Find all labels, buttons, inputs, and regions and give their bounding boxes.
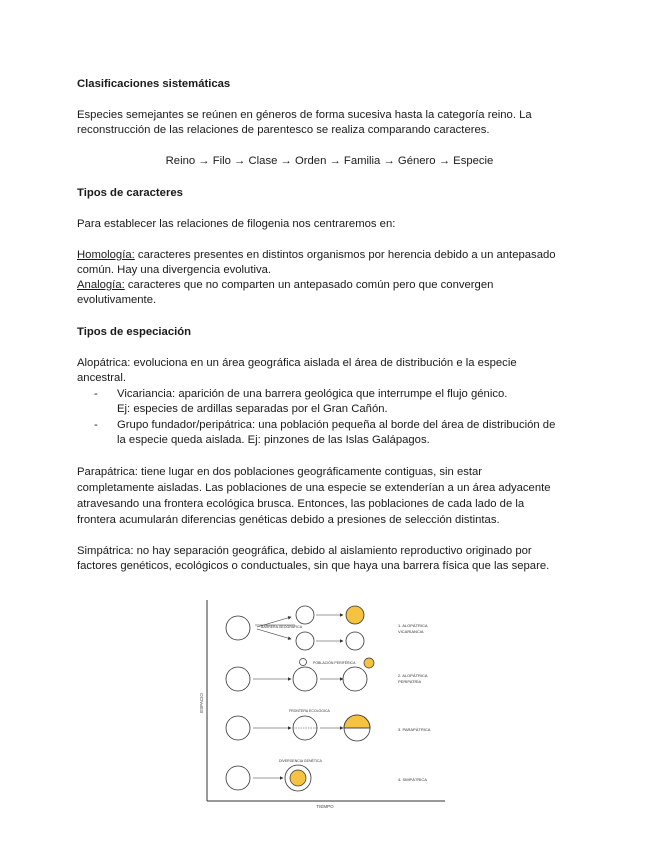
vicariancia-line-2: Ej: especies de ardillas separadas por el Gran Cañón. [117, 403, 388, 415]
vicariancia-line-1: Vicariancia: aparición de una barrera geológica que interrumpe el flujo génico. [117, 388, 508, 400]
section-heading-especiacion: Tipos de especiación [77, 326, 192, 338]
section-heading-caracteres: Tipos de caracteres [77, 187, 183, 199]
fundador-line-2: la especie queda aislada. Ej: pinzones de las Islas Galápagos. [117, 434, 430, 446]
row-label-line-1: 1. ALOPÁTRICA [398, 623, 428, 628]
row-inner-label: FRONTERA ECOLÓGICA [289, 709, 330, 713]
simpatrica-line-2: factores genéticos, ecológicos o conductuales, sin que haya una barrera física que las separe. [77, 560, 550, 572]
parapatrica-line-2: completamente aisladas. Las poblaciones de una especie se extenderían a un área adyacente [77, 482, 551, 494]
row-parapatrica [226, 708, 431, 741]
speciation-diagram [195, 595, 455, 810]
list-dash: - [94, 419, 98, 431]
row-label-line-1: 4. SIMPÁTRICA [398, 777, 427, 782]
homologia-definition: caracteres presentes en distintos organismos por herencia debido a un antepasado [134, 249, 556, 261]
analogia-definition: caracteres que no comparten un antepasado común pero que convergen [124, 279, 494, 291]
intro-line-2: reconstrucción de las relaciones de parentesco se realiza comparando caracteres. [77, 124, 490, 136]
row-label-line-2: VICARIANCIA [398, 629, 424, 634]
row-label-line-1: 2. ALOPÁTRICA [398, 673, 428, 678]
peripheral-population [300, 659, 307, 666]
caracteres-intro: Para establecer las relaciones de filogenia nos centraremos en: [77, 218, 396, 230]
x-axis-label: TIEMPO [316, 804, 334, 809]
ancestral-population [226, 616, 250, 640]
intro-line-1: Especies semejantes se reúnen en géneros de forma sucesiva hasta la categoría reino. La [77, 109, 532, 121]
population [346, 632, 364, 650]
taxonomy-hierarchy: Reino → Filo → Clase → Orden → Familia → Género → Especie [165, 155, 494, 167]
new-species-population [346, 606, 364, 624]
list-dash: - [94, 388, 98, 400]
arrow [257, 629, 291, 639]
analogia-term: Analogía: [77, 279, 125, 291]
population [343, 667, 367, 691]
row-label-line-2: PERIPATRÍA [398, 679, 422, 684]
parapatrica-line-1: Parapátrica: tiene lugar en dos poblaciones geográficamente contiguas, sin estar [77, 466, 483, 478]
population [293, 667, 317, 691]
alopatrica-line-1: Alopátrica: evoluciona en un área geográfica aislada el área de distribución e la especie [77, 357, 517, 369]
row-inner-label: BARRERA GEOGRÁFICA [261, 625, 303, 629]
parapatrica-line-4: frontera acumularán diferencias genéticas debido a presiones de selección distintas. [77, 514, 500, 526]
new-species-population [344, 715, 370, 728]
analogia-line-2: evolutivamente. [77, 294, 157, 306]
fundador-line-1: Grupo fundador/peripátrica: una población pequeña al borde del área de distribución de [117, 419, 556, 431]
row-vicariancia [226, 606, 428, 650]
row-label-line-1: 3. PARAPÁTRICA [398, 727, 431, 732]
homologia-line-1 [77, 248, 582, 263]
y-axis-label: ESPACIO [199, 693, 204, 713]
row-peripatrica [226, 658, 428, 691]
homologia-term: Homología: [77, 249, 135, 261]
population [296, 606, 314, 624]
ancestral-population [226, 667, 250, 691]
population [296, 632, 314, 650]
row-inner-label: POBLACIÓN PERIFÉRICA [313, 661, 356, 665]
alopatrica-line-2: ancestral. [77, 372, 126, 384]
ancestral-population [226, 766, 250, 790]
parapatrica-line-3: atravesando una frontera ecológica brusca. Entonces, las poblaciones de cada lado de la [77, 498, 525, 510]
simpatrica-line-1: Simpátrica: no hay separación geográfica, debido al aislamiento reproductivo originado por [77, 545, 532, 557]
homologia-line-2: común. Hay una divergencia evolutiva. [77, 264, 272, 276]
analogia-line-1 [77, 278, 582, 293]
row-inner-label: DIVERGENCIA GENÉTICA [279, 759, 322, 763]
page-title: Clasificaciones sistemáticas [77, 78, 231, 90]
new-species-population [290, 770, 306, 786]
ancestral-population [226, 716, 250, 740]
new-species-population [364, 658, 374, 668]
row-simpatrica [226, 758, 427, 791]
